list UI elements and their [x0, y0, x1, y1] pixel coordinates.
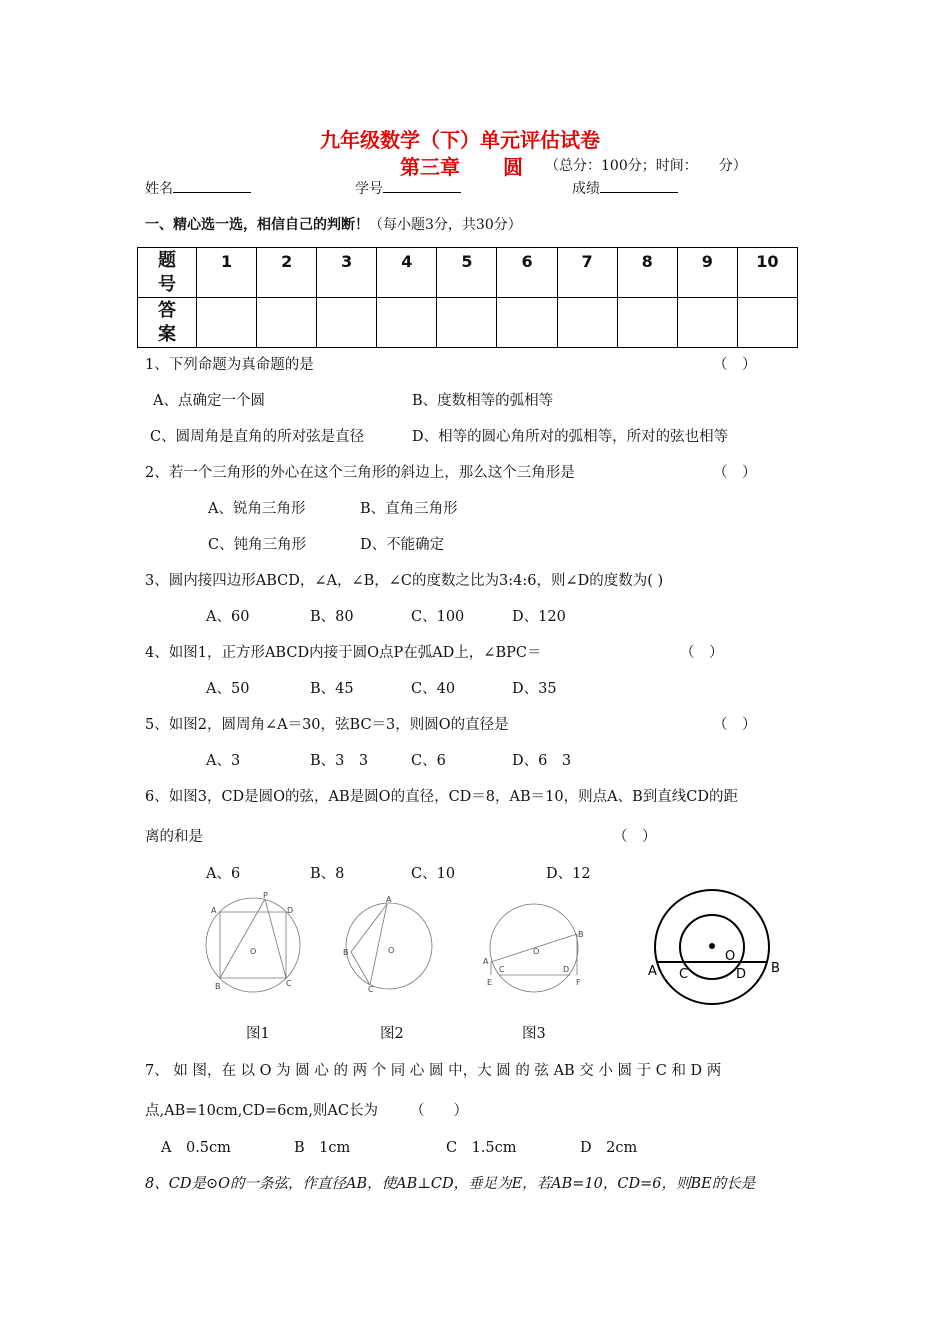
question-number-cell: 5 [437, 248, 497, 298]
fig3-label-c: C [499, 965, 505, 974]
fig3-label-e: E [487, 978, 493, 987]
question-number-cell: 2 [257, 248, 317, 298]
score-label: 成绩 [572, 181, 600, 197]
q7-option-b: B 1cm [294, 1140, 351, 1156]
question-number-cell: 8 [617, 248, 677, 298]
q3-option-c: C、100 [411, 609, 465, 625]
q4-stem: 4、如图1，正方形ABCD内接于圆O点P在弧AD上，∠BPC＝ [145, 645, 542, 661]
figure-1 [206, 898, 300, 992]
q7-option-a: A 0.5cm [161, 1140, 231, 1156]
fig1-label-d: D [287, 906, 294, 915]
q6-option-b: B、8 [310, 866, 345, 882]
fig2-label-b: B [343, 948, 349, 957]
fig4-center-dot [709, 943, 715, 949]
q7-stem-cont: 点,AB=10cm,CD=6cm,则AC长为 [145, 1103, 378, 1119]
q5-option-b: B、3 3 [310, 753, 369, 769]
question-number-cell: 1 [197, 248, 257, 298]
q7-option-d: D 2cm [580, 1140, 638, 1156]
question-number-cell: 9 [677, 248, 737, 298]
q4-paren: （ ） [680, 645, 724, 661]
q1-paren: （ ） [713, 357, 757, 373]
score-info: （总分：100分；时间： 分） [545, 158, 747, 174]
fig3-label-d: D [563, 965, 570, 974]
q5-option-c: C、6 [411, 753, 446, 769]
q1-option-c: C、圆周角是直角的所对弦是直径 [150, 429, 365, 445]
question-number-cell: 7 [557, 248, 617, 298]
q4-option-d: D、35 [512, 681, 557, 697]
q5-option-a: A、3 [206, 753, 241, 769]
q1-option-d: D、相等的圆心角所对的弧相等，所对的弦也相等 [412, 429, 729, 445]
fig1-square [220, 912, 286, 978]
section-heading-text: 一、精心选一选，相信自己的判断！ [145, 217, 369, 233]
chapter-title: 第三章 [400, 155, 460, 179]
fig1-label-o: O [250, 947, 257, 956]
fig4-label-b: B [771, 961, 780, 976]
q1-stem: 1、下列命题为真命题的是 [145, 357, 314, 373]
q2-option-d: D、不能确定 [360, 537, 445, 553]
fig4-label-a: A [648, 964, 657, 979]
fig1-line-pb [220, 899, 265, 978]
q2-stem: 2、若一个三角形的外心在这个三角形的斜边上，那么这个三角形是 [145, 465, 575, 481]
fig1-caption: 图1 [246, 1026, 270, 1042]
q8-stem: 8、CD是⊙O的一条弦，作直径AB，使AB⊥CD，垂足为E，若AB=10，CD=6，则BE的长是 [145, 1176, 756, 1192]
question-number-cell: 6 [497, 248, 557, 298]
q6-option-a: A、6 [206, 866, 241, 882]
q4-option-c: C、40 [411, 681, 456, 697]
fig2-line-ac [370, 904, 387, 985]
name-label: 姓名 [145, 181, 173, 197]
fig3-label-a: A [483, 957, 489, 966]
fig2-line-bc [351, 952, 370, 985]
fig4-label-o: O [725, 949, 736, 964]
fig3-label-b: B [578, 930, 584, 939]
q1-option-a: A、点确定一个圆 [153, 393, 265, 409]
q3-stem: 3、圆内接四边形ABCD，∠A，∠B，∠C的度数之比为3:4:6，则∠D的度数为( ) [145, 573, 664, 589]
q6-stem-cont: 离的和是 [145, 829, 203, 845]
question-number-cell: 4 [377, 248, 437, 298]
fig4-label-c: C [679, 967, 689, 982]
fig2-label-c: C [368, 985, 374, 994]
q2-option-b: B、直角三角形 [360, 501, 458, 517]
fig2-label-a: A [386, 895, 392, 904]
q7-option-c: C 1.5cm [446, 1140, 517, 1156]
q6-stem: 6、如图3，CD是圆O的弦，AB是圆O的直径，CD＝8，AB＝10，则点A、B到直线CD的距 [145, 789, 738, 805]
q4-option-a: A、50 [206, 681, 250, 697]
q6-paren: （ ） [613, 829, 657, 845]
q6-option-c: C、10 [411, 866, 456, 882]
fig1-label-c: C [286, 979, 292, 988]
fig1-label-p: P [263, 891, 268, 900]
q3-option-b: B、80 [310, 609, 354, 625]
q4-option-b: B、45 [310, 681, 354, 697]
fig4-label-d: D [736, 967, 747, 982]
q3-option-d: D、120 [512, 609, 566, 625]
answer-header: 答 案 [138, 298, 197, 348]
question-number-cell: 10 [737, 248, 797, 298]
exam-title: 九年级数学（下）单元评估试卷 [320, 128, 600, 152]
fig2-label-o: O [388, 946, 395, 955]
question-number-header: 题 号 [138, 248, 197, 298]
question-number-cell: 3 [317, 248, 377, 298]
chapter-topic: 圆 [503, 155, 523, 179]
fig3-caption: 图3 [522, 1026, 546, 1042]
fig1-label-b: B [215, 982, 221, 991]
q6-option-d: D、12 [546, 866, 591, 882]
number-label: 学号 [355, 181, 383, 197]
fig1-label-a: A [211, 906, 217, 915]
section-note: （每小题3分，共30分） [369, 217, 522, 233]
q5-option-d: D、6 3 [512, 753, 572, 769]
fig3-label-f: F [576, 978, 581, 987]
q1-option-b: B、度数相等的弧相等 [412, 393, 554, 409]
q5-paren: （ ） [713, 717, 757, 733]
fig2-caption: 图2 [380, 1026, 404, 1042]
fig3-label-o: O [533, 947, 540, 956]
q7-paren: （ ） [410, 1103, 468, 1119]
q3-option-a: A、60 [206, 609, 250, 625]
q2-paren: （ ） [713, 465, 757, 481]
q5-stem: 5、如图2，圆周角∠A＝30，弦BC＝3，则圆O的直径是 [145, 717, 509, 733]
q2-option-a: A、锐角三角形 [208, 501, 306, 517]
fig1-line-pc [265, 899, 286, 978]
q2-option-c: C、钝角三角形 [208, 537, 307, 553]
q7-stem: 7、 如 图，在 以 O 为 圆 心 的 两 个 同 心 圆 中，大 圆 的 弦 AB 交 小 圆 于 C 和 D 两 [145, 1063, 722, 1079]
